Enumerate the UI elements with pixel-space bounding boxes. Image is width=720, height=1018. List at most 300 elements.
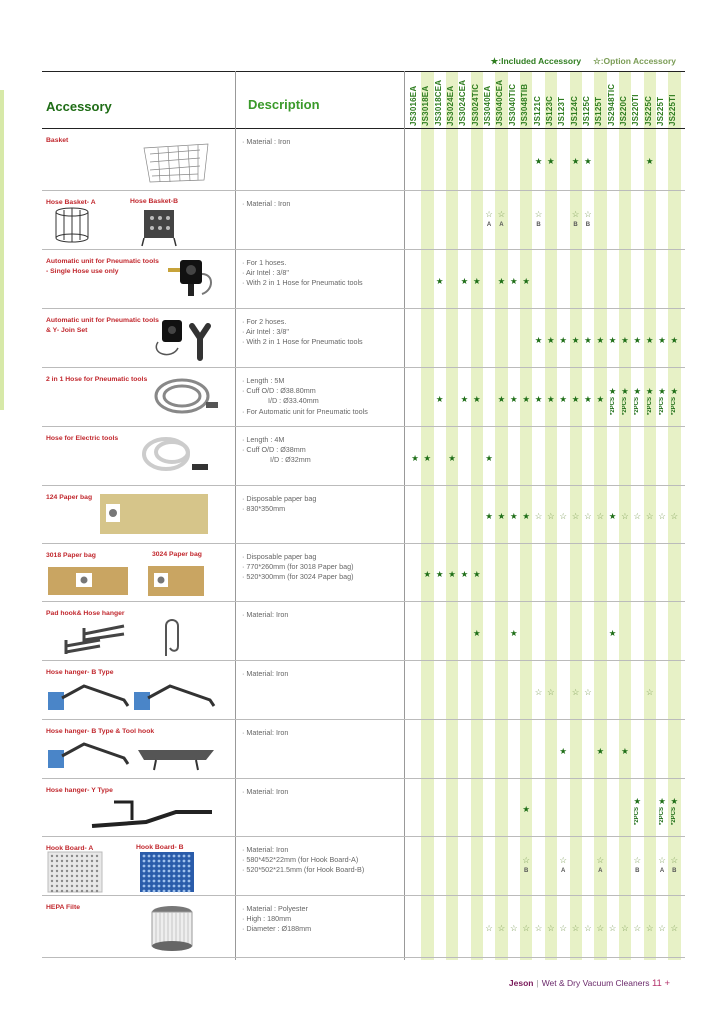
mark-note: B xyxy=(536,222,541,228)
optional-star xyxy=(595,855,605,876)
model-header: JS3040EA xyxy=(483,85,493,126)
pad-hook-image xyxy=(60,616,140,660)
hook-board-a-image xyxy=(46,850,104,894)
optional-star xyxy=(632,511,642,521)
mark-glyph: ★ xyxy=(472,394,481,404)
board-hole xyxy=(71,870,73,872)
board-hole xyxy=(61,860,63,862)
model-header: JS3016EA xyxy=(409,85,418,126)
optional-star xyxy=(546,687,556,697)
mark-note: B xyxy=(672,868,677,874)
included-star xyxy=(657,386,667,415)
mark-note: *2PCS xyxy=(646,397,653,416)
included-star xyxy=(521,394,531,404)
board-hole xyxy=(71,885,73,887)
page-footer: Jeson | Wet & Dry Vacuum Cleaners 11 + xyxy=(508,978,670,989)
accessory-name: Hose hanger- B Type xyxy=(46,669,114,676)
board-hole xyxy=(56,880,58,882)
124-paper-bag-image xyxy=(98,490,212,538)
optional-star xyxy=(632,855,642,876)
board-hole xyxy=(188,875,191,878)
accessory-description xyxy=(242,199,290,209)
mark-glyph: ★ xyxy=(497,276,506,286)
mark-glyph: ★ xyxy=(522,804,530,814)
mark-glyph: ★ xyxy=(584,394,592,404)
board-hole xyxy=(143,855,146,858)
board-hole xyxy=(143,870,146,873)
board-hole xyxy=(188,885,191,888)
board-hole xyxy=(81,855,83,857)
included-star xyxy=(645,156,655,166)
board-hole xyxy=(81,870,83,872)
included-star xyxy=(534,394,544,404)
mark-glyph: ☆ xyxy=(534,923,543,933)
mark-glyph: ☆ xyxy=(621,923,629,933)
optional-star xyxy=(558,923,568,933)
description-line: · Diameter : Ø188mm xyxy=(242,924,312,934)
automatic-unit-y-join-image xyxy=(152,314,222,362)
mark-glyph: ★ xyxy=(621,386,629,396)
hose-hanger-b-tool-image xyxy=(44,734,134,776)
mark-glyph: ★ xyxy=(571,394,580,404)
mark-glyph: ★ xyxy=(571,335,580,345)
board-hole xyxy=(76,885,78,887)
mark-glyph: ☆ xyxy=(670,855,679,865)
board-hole xyxy=(76,875,78,877)
board-hole xyxy=(143,880,146,883)
mark-glyph: ☆ xyxy=(633,511,642,521)
model-header: JS220TI xyxy=(631,94,641,126)
mark-glyph: ★ xyxy=(522,394,530,404)
description-line: · 830*350mm xyxy=(242,504,286,514)
board-hole xyxy=(168,890,171,893)
optional-star xyxy=(558,855,568,876)
included-star xyxy=(422,569,432,579)
mark-note: *2PCS xyxy=(659,397,665,416)
mark-glyph: ★ xyxy=(608,628,617,638)
mark-glyph: ☆ xyxy=(670,511,679,521)
board-hole xyxy=(51,880,53,882)
included-star xyxy=(632,335,642,345)
mark-glyph: ★ xyxy=(522,276,530,286)
description-line: · For Automatic unit for Pneumatic tools xyxy=(242,406,368,416)
board-hole xyxy=(61,865,63,867)
accessory-name: 3018 Paper bag xyxy=(46,552,96,559)
optional-star xyxy=(571,511,581,521)
included-star xyxy=(595,746,605,756)
optional-star xyxy=(645,923,655,933)
included-star xyxy=(583,156,593,166)
board-hole xyxy=(56,870,58,872)
accessory-name: HEPA Filte xyxy=(46,904,80,911)
board-hole xyxy=(163,875,166,878)
included-star xyxy=(657,335,667,345)
mark-glyph: ★ xyxy=(547,394,555,404)
board-hole xyxy=(143,875,146,878)
board-hole xyxy=(178,875,181,878)
3024-paper-bag-image xyxy=(146,563,206,599)
description-line: · Length : 5M xyxy=(242,376,285,385)
board-hole xyxy=(173,860,176,863)
included-star xyxy=(472,394,482,404)
description-line: · Length : 4M xyxy=(242,435,285,444)
description-line: · Cuff O/D : Ø38mm xyxy=(242,445,306,455)
model-header: JS220C xyxy=(618,95,628,126)
included-star xyxy=(472,569,482,579)
mark-glyph: ☆ xyxy=(522,855,530,865)
model-header: JS2948TIC xyxy=(606,83,616,126)
accessory-description xyxy=(242,435,311,466)
mark-glyph: ★ xyxy=(448,453,456,463)
board-hole xyxy=(96,890,98,892)
optional-star xyxy=(509,923,519,933)
included-star xyxy=(509,394,519,404)
accessory-name-secondary: Hose Basket-B xyxy=(130,198,178,205)
mark-note: *2PCS xyxy=(609,397,616,416)
board-hole xyxy=(71,860,73,862)
mark-glyph: ☆ xyxy=(596,855,605,865)
board-hole xyxy=(96,860,98,862)
board-hole xyxy=(188,865,191,868)
page-number: 11 + xyxy=(651,978,670,989)
mark-note: A xyxy=(659,868,665,874)
mark-glyph: ☆ xyxy=(509,923,518,933)
mark-glyph: ☆ xyxy=(534,209,543,219)
mark-glyph: ☆ xyxy=(571,511,580,521)
included-star xyxy=(435,276,445,286)
optional-star xyxy=(645,687,655,697)
board-hole xyxy=(71,865,73,867)
optional-star xyxy=(620,511,630,521)
board-hole xyxy=(61,870,63,872)
description-line: · Disposable paper bag xyxy=(242,552,317,561)
board-hole xyxy=(163,855,166,858)
board-hole xyxy=(153,885,156,888)
mark-glyph: ★ xyxy=(670,796,679,806)
board-hole xyxy=(71,855,73,857)
board-hole xyxy=(76,870,78,872)
pneumatic-hose-image xyxy=(150,372,222,420)
accessory-description xyxy=(242,728,288,738)
board-hole xyxy=(56,875,58,877)
included-star xyxy=(509,276,519,286)
board-hole xyxy=(173,875,176,878)
included-star xyxy=(620,746,630,756)
legend-optional: ☆:Option Accessory xyxy=(593,56,676,66)
included-star xyxy=(496,394,506,404)
mark-note: *2PCS xyxy=(634,807,641,826)
included-star xyxy=(484,511,494,521)
accessory-name: Automatic unit for Pneumatic tools & Y- Join Set xyxy=(46,317,159,334)
hose-hanger-b-type-left-image xyxy=(44,676,134,718)
included-star xyxy=(496,511,506,521)
board-hole xyxy=(183,875,186,878)
accessory-name: Automatic unit for Pneumatic tools - Single Hose use only xyxy=(46,258,159,275)
board-hole xyxy=(173,855,176,858)
board-hole xyxy=(168,875,171,878)
board-hole xyxy=(183,860,186,863)
board-hole xyxy=(91,885,93,887)
board-hole xyxy=(96,865,98,867)
mark-glyph: ★ xyxy=(670,386,679,396)
board-hole xyxy=(168,885,171,888)
accessory-name: Hook Board- A xyxy=(46,845,94,852)
optional-star xyxy=(484,923,494,933)
mark-glyph: ☆ xyxy=(571,209,580,219)
mark-glyph: ★ xyxy=(608,335,617,345)
3018-paper-bag-image xyxy=(46,564,130,598)
board-hole xyxy=(51,860,53,862)
model-header: JS3040CEA xyxy=(495,79,505,126)
included-star xyxy=(435,394,445,404)
optional-star xyxy=(534,923,544,933)
mark-note: A xyxy=(561,868,566,874)
optional-star xyxy=(546,511,556,521)
mark-glyph: ★ xyxy=(411,453,419,463)
board-hole xyxy=(148,885,151,888)
mark-glyph: ☆ xyxy=(621,511,629,521)
included-star xyxy=(509,628,519,638)
accessory-row xyxy=(42,250,685,309)
board-hole xyxy=(163,890,166,893)
included-star xyxy=(459,394,469,404)
board-hole xyxy=(86,880,88,882)
board-hole xyxy=(51,855,53,857)
optional-star xyxy=(620,923,630,933)
board-hole xyxy=(86,875,88,877)
board-hole xyxy=(56,890,58,892)
optional-star xyxy=(645,511,655,521)
board-hole xyxy=(91,870,93,872)
model-header: JS225C xyxy=(643,95,653,126)
mark-glyph: ★ xyxy=(497,511,506,521)
mark-glyph: ★ xyxy=(559,746,567,756)
mark-glyph: ★ xyxy=(460,394,469,404)
board-hole xyxy=(163,865,166,868)
automatic-unit-single-image xyxy=(164,254,220,302)
model-header: JS124C xyxy=(569,95,579,126)
board-hole xyxy=(61,855,63,857)
board-hole xyxy=(188,870,191,873)
included-star xyxy=(447,453,457,463)
hepa-filter-image xyxy=(146,902,198,954)
model-header: JS123C xyxy=(544,95,554,126)
board-hole xyxy=(148,860,151,863)
description-line: · For 2 hoses. xyxy=(242,317,287,326)
optional-star xyxy=(632,923,642,933)
board-hole xyxy=(168,870,171,873)
included-star xyxy=(669,796,679,825)
board-hole xyxy=(61,885,63,887)
included-star xyxy=(546,156,556,166)
optional-star xyxy=(669,923,679,933)
board-hole xyxy=(86,870,88,872)
mark-glyph: ★ xyxy=(435,569,444,579)
board-hole xyxy=(91,890,93,892)
description-line: · 580*452*22mm (for Hook Board-A) xyxy=(242,855,359,865)
board-hole xyxy=(153,860,156,863)
included-star xyxy=(608,628,618,638)
board-hole xyxy=(183,865,186,868)
mark-glyph: ★ xyxy=(621,335,629,345)
accessory-name: Hose hanger- Y Type xyxy=(46,787,113,794)
optional-star xyxy=(534,687,544,697)
mark-glyph: ★ xyxy=(596,746,605,756)
board-hole xyxy=(143,890,146,893)
board-hole xyxy=(153,880,156,883)
mark-glyph: ★ xyxy=(472,569,481,579)
model-header: JS3040TIC xyxy=(507,83,517,126)
model-header: JS3024TIC xyxy=(470,83,480,126)
board-hole xyxy=(168,880,171,883)
mark-glyph: ☆ xyxy=(485,923,493,933)
board-hole xyxy=(56,855,58,857)
board-hole xyxy=(96,880,98,882)
board-hole xyxy=(61,875,63,877)
optional-star xyxy=(583,209,593,230)
board-hole xyxy=(71,880,73,882)
board-hole xyxy=(148,870,151,873)
optional-star xyxy=(608,923,618,933)
description-line: · 520*300mm (for 3024 Paper bag) xyxy=(242,572,354,582)
description-line: · Cuff O/D : Ø38.80mm xyxy=(242,386,316,396)
board-hole xyxy=(168,860,171,863)
included-star xyxy=(595,335,605,345)
mark-glyph: ☆ xyxy=(645,511,654,521)
mark-glyph: ☆ xyxy=(571,687,580,697)
included-star xyxy=(632,386,642,415)
accessory-description xyxy=(242,904,311,935)
mark-glyph: ★ xyxy=(534,156,543,166)
board-hole xyxy=(183,855,186,858)
mark-glyph: ★ xyxy=(584,335,592,345)
optional-star xyxy=(496,923,506,933)
accessory-description xyxy=(242,317,363,348)
description-column-title: Description xyxy=(248,97,320,112)
included-star xyxy=(657,796,667,825)
board-hole xyxy=(163,860,166,863)
optional-star xyxy=(521,923,531,933)
accessory-description xyxy=(242,552,353,583)
included-star xyxy=(472,276,482,286)
mark-glyph: ★ xyxy=(608,511,617,521)
board-hole xyxy=(86,860,88,862)
board-hole xyxy=(183,890,186,893)
board-hole xyxy=(66,855,68,857)
board-hole xyxy=(163,880,166,883)
accessory-description xyxy=(242,376,368,417)
included-star xyxy=(534,156,544,166)
board-hole xyxy=(183,870,186,873)
included-star xyxy=(608,335,618,345)
included-star xyxy=(521,276,531,286)
mark-glyph: ★ xyxy=(460,276,469,286)
mark-glyph: ☆ xyxy=(559,511,567,521)
optional-star xyxy=(595,511,605,521)
board-hole xyxy=(178,890,181,893)
mark-note: A xyxy=(499,222,504,228)
accessory-name: Hose Basket- A xyxy=(46,199,96,206)
included-star xyxy=(620,386,630,415)
model-header: JS3048TIB xyxy=(520,83,530,126)
accessory-name: Hose for Electric tools xyxy=(46,435,119,442)
mark-glyph: ☆ xyxy=(658,923,666,933)
board-hole xyxy=(163,870,166,873)
accessory-name-secondary: Hook Board- B xyxy=(136,844,184,851)
board-hole xyxy=(56,885,58,887)
accessory-description xyxy=(242,494,316,514)
board-hole xyxy=(91,865,93,867)
board-hole xyxy=(91,855,93,857)
accessory-description xyxy=(242,137,290,147)
board-hole xyxy=(66,890,68,892)
board-hole xyxy=(86,890,88,892)
included-star xyxy=(422,453,432,463)
board-hole xyxy=(178,860,181,863)
mark-glyph: ☆ xyxy=(596,511,605,521)
description-line: I/D : Ø32mm xyxy=(242,455,311,465)
mark-glyph: ★ xyxy=(670,335,679,345)
board-hole xyxy=(81,885,83,887)
hose-hanger-b-type-right-image xyxy=(130,676,220,718)
mark-glyph: ★ xyxy=(423,569,432,579)
description-line: · Material : Iron xyxy=(242,137,291,146)
accessory-name: 2 in 1 Hose for Pneumatic tools xyxy=(46,376,148,383)
mark-glyph: ☆ xyxy=(658,511,666,521)
hose-hanger-image xyxy=(158,616,188,660)
mark-glyph: ☆ xyxy=(571,923,580,933)
included-star xyxy=(546,335,556,345)
board-hole xyxy=(158,870,161,873)
optional-star xyxy=(669,855,679,876)
board-hole xyxy=(153,875,156,878)
included-star xyxy=(558,394,568,404)
mark-glyph: ☆ xyxy=(485,209,493,219)
model-header: JS3018EA xyxy=(421,85,431,126)
board-hole xyxy=(188,860,191,863)
mark-glyph: ☆ xyxy=(645,923,654,933)
board-hole xyxy=(158,890,161,893)
mark-glyph: ★ xyxy=(547,156,555,166)
mark-glyph: ☆ xyxy=(658,855,666,865)
board-hole xyxy=(173,890,176,893)
board-hole xyxy=(188,880,191,883)
board-hole xyxy=(51,870,53,872)
included-star xyxy=(608,511,618,521)
mark-glyph: ☆ xyxy=(534,687,543,697)
included-star xyxy=(669,386,679,415)
accessory-description xyxy=(242,669,288,679)
accessory-name: Pad hook& Hose hanger xyxy=(46,610,125,617)
board-hole xyxy=(148,875,151,878)
board-hole xyxy=(76,890,78,892)
mark-glyph: ★ xyxy=(522,511,530,521)
model-header: JS225TI xyxy=(668,94,678,126)
board-hole xyxy=(173,880,176,883)
mark-glyph: ★ xyxy=(658,386,666,396)
mark-note: *2PCS xyxy=(634,397,641,416)
mark-glyph: ☆ xyxy=(670,923,679,933)
mark-glyph: ☆ xyxy=(522,923,530,933)
board-hole xyxy=(81,880,83,882)
board-hole xyxy=(158,885,161,888)
included-star xyxy=(546,394,556,404)
included-star xyxy=(521,511,531,521)
description-line: · 520*502*21.5mm (for Hook Board-B) xyxy=(242,865,365,875)
description-line: · Material: Iron xyxy=(242,669,289,678)
board-hole xyxy=(148,880,151,883)
board-hole xyxy=(51,865,53,867)
